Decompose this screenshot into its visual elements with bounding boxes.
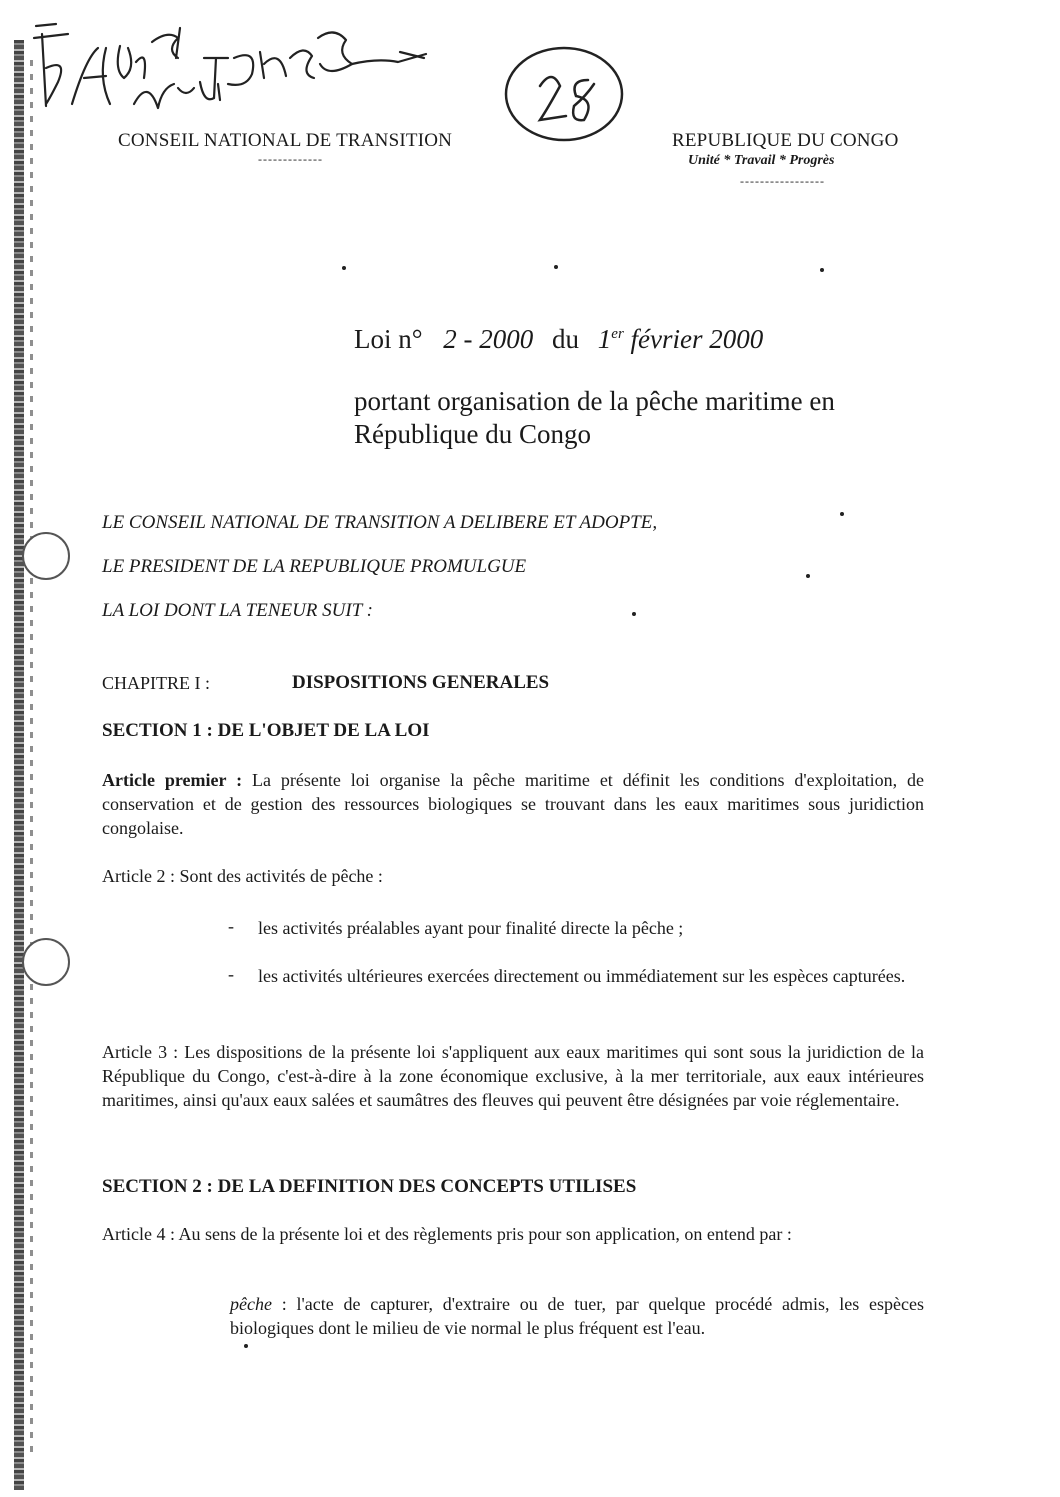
article-3 <box>102 1040 924 1112</box>
section-1-heading: SECTION 1 : DE L'OBJET DE LA LOI <box>102 720 430 741</box>
page-number-circle <box>500 40 630 150</box>
definition-peche <box>230 1292 924 1340</box>
scan-speck <box>632 612 636 616</box>
issuing-body: CONSEIL NATIONAL DE TRANSITION <box>118 130 453 151</box>
header-rule-right: ----------------- <box>740 174 825 188</box>
country-name: REPUBLIQUE DU CONGO <box>672 130 899 151</box>
article-1-text: La présente loi organise la pêche maritime et définit les conditions d'exploitation, de conservation et de gestion des ressources biologiques se trouvant dans les eaux maritimes sous juridiction congolaise. <box>102 770 924 838</box>
article-2-item: les activités ultérieures exercées directement ou immédiatement sur les espèces capturées. <box>258 966 906 986</box>
article-2-text: Sont des activités de pêche : <box>179 866 383 886</box>
scan-speck <box>342 266 346 270</box>
definition-text: : l'acte de capturer, d'extraire ou de tuer, par quelque procédé admis, les espèces biologiques dont le milieu de vie normal le plus fréquent est l'eau. <box>230 1294 925 1338</box>
punch-hole <box>22 938 70 986</box>
article-3-text: Les dispositions de la présente loi s'appliquent aux eaux maritimes qui sont sous la juridiction de la République du Congo, c'est-à-dire à la zone économique exclusive, à la mer territoriale, aux eaux intérieures maritimes, ainsi qu'aux eaux salées et saumâtres des fleuves qui peuvent être désignées par voie réglementaire. <box>102 1042 925 1110</box>
definition-term: pêche <box>230 1294 272 1314</box>
national-motto: Unité * Travail * Progrès <box>688 153 835 168</box>
header-rule-left: ------------- <box>258 152 323 166</box>
handwritten-signature <box>28 18 448 128</box>
article-3-lead: Article 3 : <box>102 1042 179 1062</box>
declaration-line: LE PRESIDENT DE LA REPUBLIQUE PROMULGUE <box>102 556 527 577</box>
scan-speck <box>244 1344 248 1348</box>
bullet-dash: - <box>228 964 234 984</box>
declaration-line: LA LOI DONT LA TENEUR SUIT : <box>102 600 373 621</box>
scan-edge-shadow <box>14 40 24 1490</box>
article-2-item: les activités préalables ayant pour finalité directe la pêche ; <box>258 918 684 938</box>
article-1-lead: Article premier : <box>102 770 243 790</box>
article-4-text: Au sens de la présente loi et des règlements pris pour son application, on entend par : <box>178 1224 792 1244</box>
law-number: 2 - 2000 <box>443 324 534 354</box>
article-4-lead: Article 4 : <box>102 1224 175 1244</box>
law-subtitle-line1: portant organisation de la pêche maritime en <box>354 386 835 416</box>
law-subtitle-line2: République du Congo <box>354 419 591 449</box>
article-2-lead: Article 2 : <box>102 866 175 886</box>
law-du: du <box>552 324 580 354</box>
scan-edge-marks <box>30 60 33 1460</box>
law-date: 1er février 2000 <box>597 324 764 354</box>
bullet-dash: - <box>228 916 234 936</box>
article-1 <box>102 768 924 840</box>
scan-speck <box>554 265 558 269</box>
scan-speck <box>806 574 810 578</box>
chapter-title: DISPOSITIONS GENERALES <box>292 672 550 693</box>
law-title <box>354 324 763 355</box>
article-4 <box>102 1222 924 1246</box>
article-2 <box>102 864 924 888</box>
declaration-line: LE CONSEIL NATIONAL DE TRANSITION A DELIBERE ET ADOPTE, <box>102 512 658 533</box>
scan-speck <box>820 268 824 272</box>
section-2-heading: SECTION 2 : DE LA DEFINITION DES CONCEPTS UTILISES <box>102 1176 637 1197</box>
chapter-label: CHAPITRE I : <box>102 673 210 693</box>
scan-speck <box>840 512 844 516</box>
punch-hole <box>22 532 70 580</box>
law-prefix: Loi n° <box>354 324 423 354</box>
